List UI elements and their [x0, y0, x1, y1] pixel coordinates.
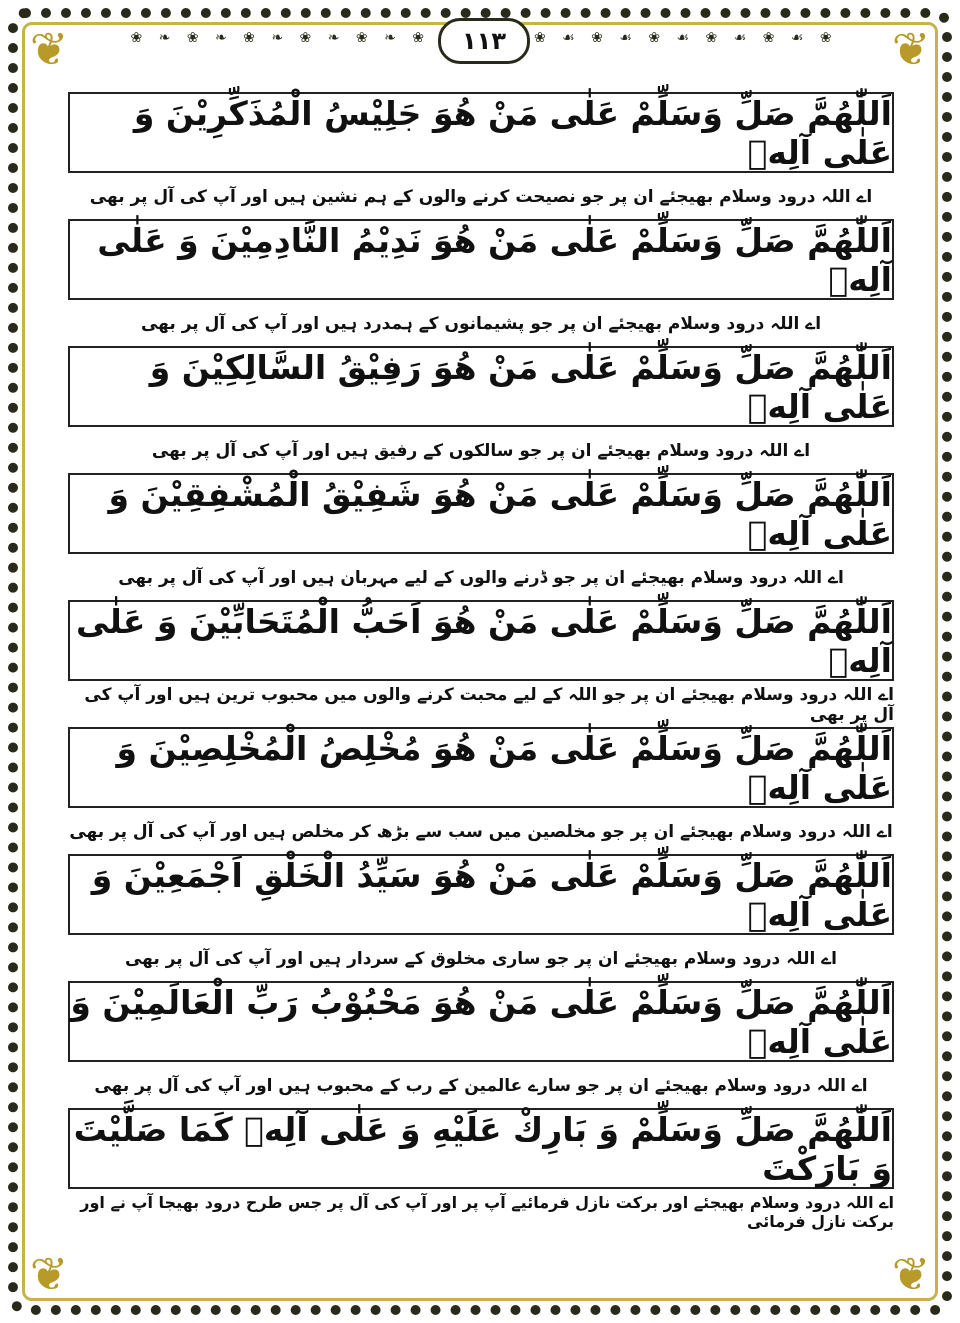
arabic-verse: اَللّٰهُمَّ صَلِّ وَسَلِّمْ عَلٰى مَنْ هُوَ نَدِيْمُ النَّادِمِيْنَ وَ عَلٰى آلِهٖ: [68, 219, 894, 300]
urdu-translation: اے اللہ درود وسلام بھیجئے ان پر جو سالکوں کے رفیق ہیں اور آپ کی آل پر بھی: [151, 440, 811, 461]
urdu-translation: اے اللہ درود وسلام بھیجئے ان پر جو نصیحت کرنے والوں کے ہم نشین ہیں اور آپ کی آل پر بھی: [89, 186, 873, 207]
arabic-verse: اَللّٰهُمَّ صَلِّ وَسَلِّمْ عَلٰى مَنْ هُوَ سَيِّدُ الْخَلْقِ اَجْمَعِيْنَ وَ عَلٰى آلِهٖ: [68, 854, 894, 935]
page-number: ۱۱۳: [438, 18, 530, 64]
arabic-verse: اَللّٰهُمَّ صَلِّ وَسَلِّمْ وَ بَارِكْ عَلَيْهِ وَ عَلٰى آلِهٖ كَمَا صَلَّيْتَ وَ بَارَكْتَ: [68, 1108, 894, 1189]
urdu-translation: اے اللہ درود وسلام بھیجئے ان پر جو ڈرنے والوں کے لیے مہربان ہیں اور آپ کی آل پر بھی: [118, 567, 844, 588]
arabic-verse: اَللّٰهُمَّ صَلِّ وَسَلِّمْ عَلٰى مَنْ هُوَ مُخْلِصُ الْمُخْلِصِيْنَ وَ عَلٰى آلِهٖ: [68, 727, 894, 808]
arabic-verse: اَللّٰهُمَّ صَلِّ وَسَلِّمْ عَلٰى مَنْ هُوَ اَحَبُّ الْمُتَحَابِّيْنَ وَ عَلٰى آلِهٖ: [68, 600, 894, 681]
urdu-translation: اے اللہ درود وسلام بھیجئے ان پر جو سارے عالمین کے رب کے محبوب ہیں اور آپ کی آل پر بھی: [94, 1075, 868, 1096]
arabic-verse: اَللّٰهُمَّ صَلِّ وَسَلِّمْ عَلٰى مَنْ هُوَ مَحْبُوْبُ رَبِّ الْعَالَمِيْنَ وَ عَلٰى آلِهٖ: [68, 981, 894, 1062]
urdu-translation: اے اللہ درود وسلام بھیجئے ان پر جو اللہ کے لیے محبت کرنے والوں میں محبوب ترین ہیں اور آپ کی آل پر بھی: [84, 684, 894, 725]
urdu-translation: اے اللہ درود وسلام بھیجئے ان پر جو پشیمانوں کے ہمدرد ہیں اور آپ کی آل پر بھی: [140, 313, 822, 334]
urdu-translation: اے اللہ درود وسلام بھیجئے اور برکت نازل فرمائیے آپ پر اور آپ کی آل پر جس طرح درود بھیجا آپ نے اور برکت نازل فرمائی: [80, 1193, 894, 1231]
header-vine-left-icon: ❀ ❧ ❀ ❧ ❀ ❧ ❀ ❧ ❀ ❧ ❀: [130, 30, 430, 44]
corner-ornament-icon: ❦: [29, 1247, 69, 1301]
corner-ornament-icon: ❦: [891, 1247, 931, 1301]
urdu-translation: اے اللہ درود وسلام بھیجئے ان پر جو ساری مخلوق کے سردار ہیں اور آپ کی آل پر بھی: [124, 948, 838, 969]
header-vine-right-icon: ❀ ☙ ❀ ☙ ❀ ☙ ❀ ☙ ❀ ☙ ❀: [534, 30, 838, 44]
verse-list: [68, 92, 894, 1235]
arabic-verse: اَللّٰهُمَّ صَلِّ وَسَلِّمْ عَلٰى مَنْ هُوَ جَلِيْسُ الْمُذَكِّرِيْنَ وَ عَلٰى آلِهٖ: [68, 92, 894, 173]
corner-ornament-icon: ❦: [891, 22, 931, 76]
arabic-verse: اَللّٰهُمَّ صَلِّ وَسَلِّمْ عَلٰى مَنْ هُوَ شَفِيْقُ الْمُشْفِقِيْنَ وَ عَلٰى آلِهٖ: [68, 473, 894, 554]
arabic-verse: اَللّٰهُمَّ صَلِّ وَسَلِّمْ عَلٰى مَنْ هُوَ رَفِيْقُ السَّالِكِيْنَ وَ عَلٰى آلِهٖ: [68, 346, 894, 427]
urdu-translation: اے اللہ درود وسلام بھیجئے ان پر جو مخلصین میں سب سے بڑھ کر مخلص ہیں اور آپ کی آل پر بھی: [69, 821, 893, 842]
corner-ornament-icon: ❦: [29, 22, 69, 76]
